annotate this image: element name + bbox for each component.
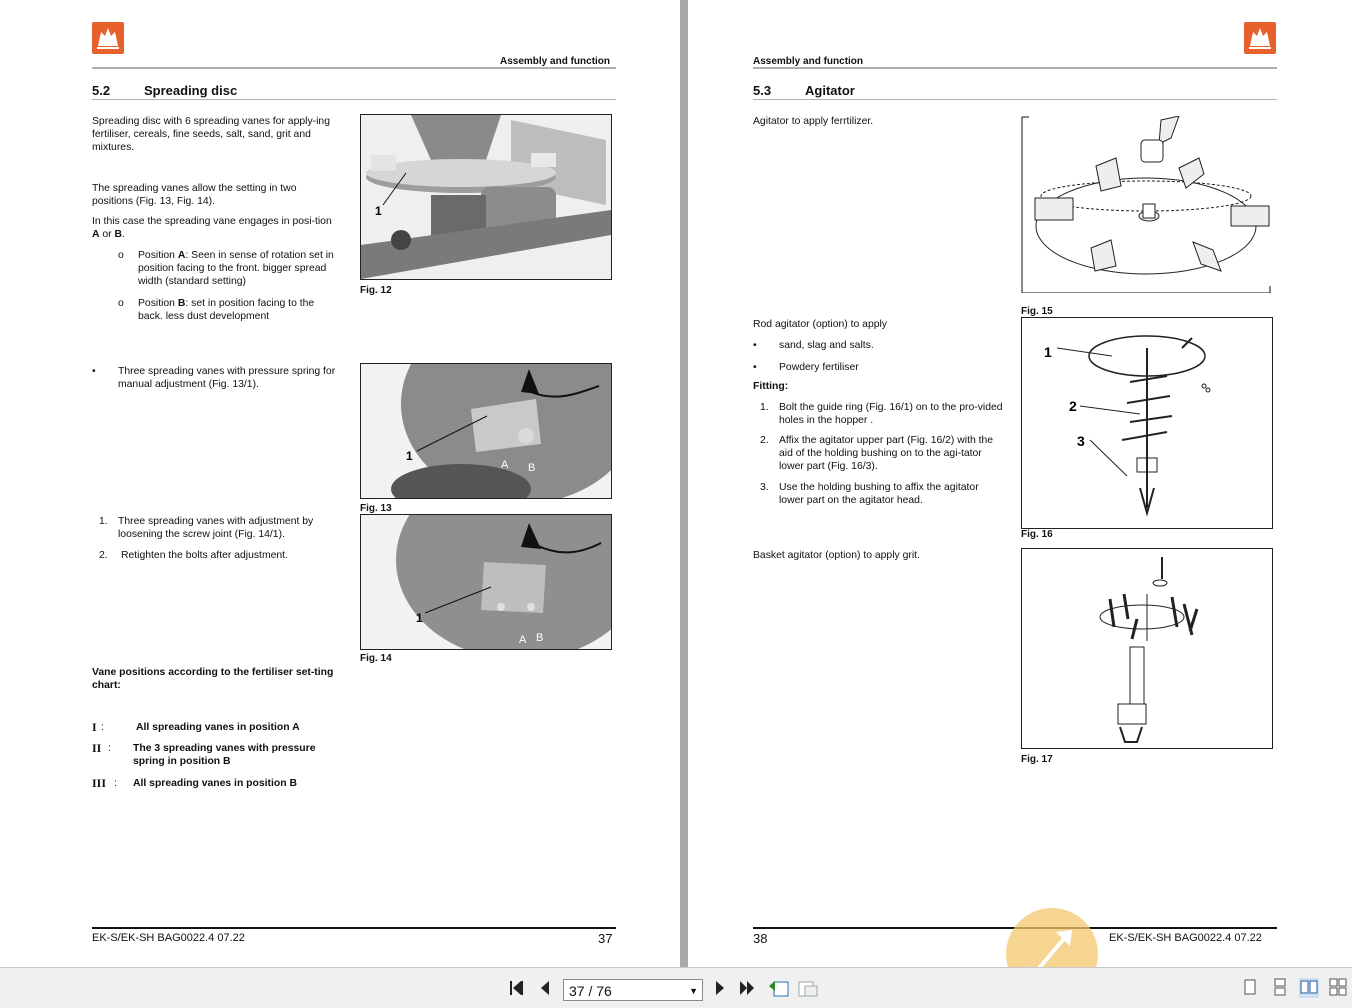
callout-3: 3	[1077, 433, 1085, 449]
section-title: Agitator	[805, 83, 855, 98]
step-number: 2.	[760, 435, 769, 446]
bullet-item: sand, slag and salts.	[779, 340, 874, 351]
callout-1: 1	[1044, 344, 1052, 360]
section-rule	[753, 99, 1277, 100]
position-row: All spreading vanes in position B	[133, 778, 297, 789]
step-1: Three spreading vanes with adjustment by loosening the screw joint (Fig. 14/1).	[118, 516, 314, 540]
page-number: 37	[598, 931, 613, 946]
figure-14-photo	[360, 514, 612, 650]
next-page-icon	[710, 978, 730, 998]
positions-paragraph: The spreading vanes allow the setting in two positions (Fig. 13, Fig. 14).	[92, 183, 297, 207]
chevron-down-icon[interactable]: ▼	[689, 986, 698, 996]
page-number: 38	[753, 931, 768, 946]
list-bullet: o	[118, 250, 124, 261]
last-page-icon	[737, 978, 757, 998]
amazone-logo-icon	[92, 22, 124, 54]
figure-callout: 1	[375, 204, 382, 218]
two-page-continuous-icon	[1329, 978, 1347, 996]
figure-16-drawing	[1021, 317, 1273, 529]
page-number-input[interactable]	[563, 979, 703, 1001]
intro-paragraph: Spreading disc with 6 spreading vanes for apply-ing fertiliser, cereals, fine seeds, salt, sand, grit and mixtures.	[92, 116, 330, 153]
page-indicator: 37 / 76	[569, 983, 612, 999]
figure-13-photo	[360, 363, 612, 499]
fitting-step-3: Use the holding bushing to affix the agitator lower part on the agitator head.	[779, 482, 979, 506]
first-page-icon	[507, 978, 527, 998]
single-page-icon	[1241, 978, 1259, 996]
footer-rule	[92, 927, 616, 929]
position-b-label: B	[528, 462, 536, 474]
fitting-label: Fitting:	[753, 381, 789, 392]
section-number: 5.3	[753, 83, 772, 98]
list-bullet: o	[118, 298, 124, 309]
step-number: 3.	[760, 482, 769, 493]
position-a-label: A	[501, 459, 509, 471]
step-2: Retighten the bolts after adjustment.	[121, 550, 288, 561]
basket-agitator-intro: Basket agitator (option) to apply grit.	[753, 550, 920, 561]
list-bullet: •	[92, 366, 96, 377]
roman-numeral: I	[92, 720, 97, 734]
separator: :	[114, 778, 117, 789]
go-forward-view-button[interactable]	[797, 978, 817, 998]
next-page-button[interactable]	[710, 978, 730, 998]
list-bullet: •	[753, 362, 757, 373]
bullet-item: Powdery fertiliser	[779, 362, 859, 373]
roman-numeral: III	[92, 776, 107, 790]
previous-page-icon	[535, 978, 555, 998]
two-page-continuous-button[interactable]	[1328, 978, 1348, 998]
figure-12-caption: Fig. 12	[360, 285, 392, 296]
position-row: The 3 spreading vanes with pressure spring in position B	[133, 743, 316, 767]
forward-view-icon	[797, 978, 819, 998]
continuous-view-button[interactable]	[1270, 978, 1290, 998]
right-page	[688, 0, 1352, 967]
left-page	[0, 0, 680, 967]
running-header: Assembly and function	[500, 56, 611, 67]
separator: :	[101, 722, 104, 733]
engage-paragraph: In this case the spreading vane engages in posi-tion A or B.	[92, 216, 332, 240]
header-rule	[92, 67, 616, 69]
callout-2: 2	[1069, 398, 1077, 414]
figure-13-caption: Fig. 13	[360, 503, 392, 514]
fitting-step-2: Affix the agitator upper part (Fig. 16/2) with the aid of the holding bushing on to the agi-tator lower part (Fig. 16/3).	[779, 435, 994, 472]
amazone-logo-icon	[1244, 22, 1276, 54]
figure-15-caption: Fig. 15	[1021, 306, 1053, 317]
rod-agitator-intro: Rod agitator (option) to apply	[753, 319, 888, 330]
back-view-icon	[768, 978, 790, 998]
two-page-icon	[1300, 978, 1318, 996]
previous-page-button[interactable]	[535, 978, 555, 998]
position-b-label: B	[536, 632, 544, 644]
running-header: Assembly and function	[753, 56, 864, 67]
go-back-view-button[interactable]	[768, 978, 788, 998]
footer-document-id: EK-S/EK-SH BAG0022.4 07.22	[92, 932, 245, 944]
viewer-toolbar	[0, 967, 1352, 1008]
position-row: All spreading vanes in position A	[136, 722, 300, 733]
figure-14-caption: Fig. 14	[360, 653, 392, 664]
step-number: 1.	[760, 402, 769, 413]
figure-12-photo	[360, 114, 612, 280]
section-number: 5.2	[92, 83, 111, 98]
pressure-spring-item: Three spreading vanes with pressure spring for manual adjustment (Fig. 13/1).	[118, 366, 336, 390]
footer-document-id: EK-S/EK-SH BAG0022.4 07.22	[1109, 932, 1262, 944]
figure-callout: 1	[406, 449, 413, 463]
chart-heading: Vane positions according to the fertiliser set-ting chart:	[92, 667, 334, 691]
header-rule	[753, 67, 1277, 69]
step-number: 1.	[99, 516, 108, 527]
list-bullet: •	[753, 340, 757, 351]
agitator-intro: Agitator to apply ferrtilizer.	[753, 116, 874, 127]
single-page-view-button[interactable]	[1240, 978, 1260, 998]
continuous-page-icon	[1271, 978, 1289, 996]
page-gutter	[680, 0, 688, 967]
separator: :	[108, 743, 111, 754]
position-b-item: Position B: set in position facing to the back. less dust development	[138, 298, 315, 322]
roman-numeral: II	[92, 741, 102, 755]
step-number: 2.	[99, 550, 108, 561]
fitting-step-1: Bolt the guide ring (Fig. 16/1) on to the pro-vided holes in the hopper .	[779, 402, 1003, 426]
figure-17-drawing	[1021, 548, 1273, 749]
figure-15-drawing	[1021, 116, 1271, 293]
figure-16-caption: Fig. 16	[1021, 529, 1053, 540]
figure-17-caption: Fig. 17	[1021, 754, 1053, 765]
two-page-view-button[interactable]	[1299, 978, 1319, 998]
last-page-button[interactable]	[737, 978, 757, 998]
figure-callout: 1	[416, 611, 423, 625]
section-title: Spreading disc	[144, 83, 238, 98]
position-a-item: Position A: Seen in sense of rotation set in position facing to the front. bigger spread width (standard setting)	[138, 250, 334, 287]
section-rule	[92, 99, 616, 100]
position-a-label: A	[519, 634, 527, 646]
first-page-button[interactable]	[507, 978, 527, 998]
